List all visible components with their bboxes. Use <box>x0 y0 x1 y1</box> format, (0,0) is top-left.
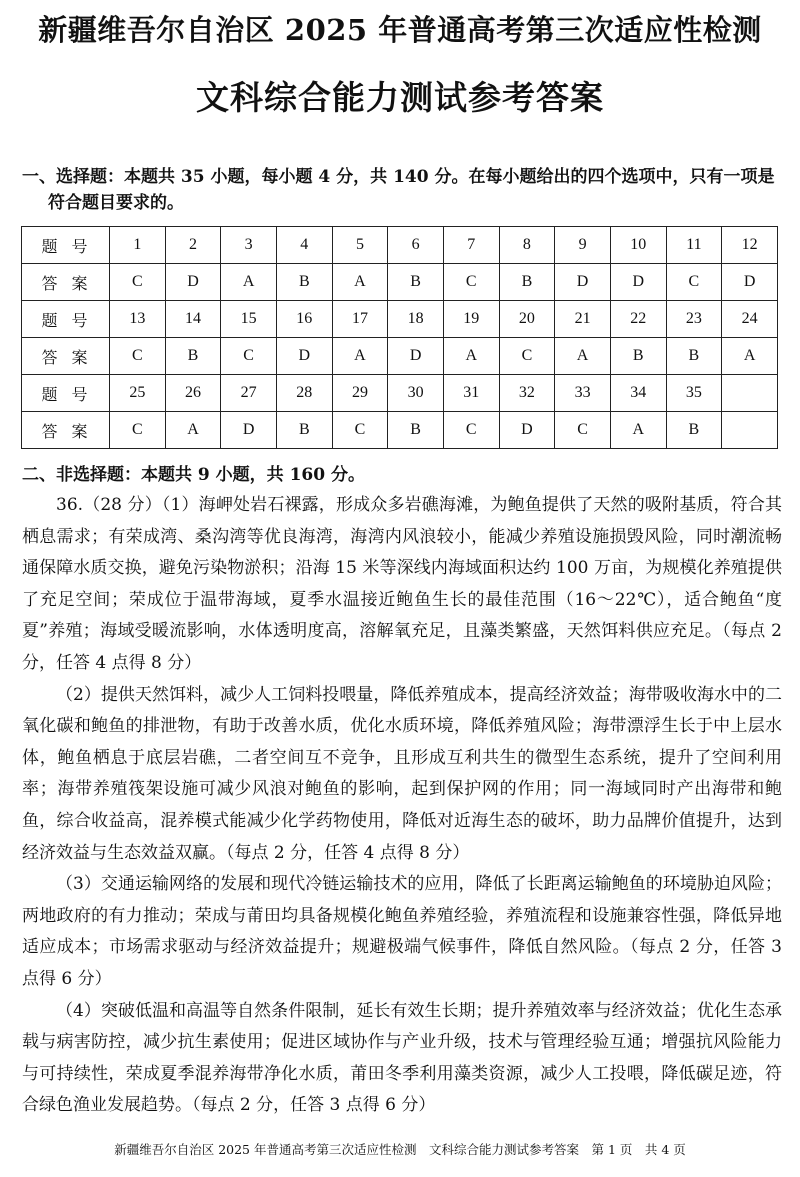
answer-cell: D <box>722 264 778 301</box>
section2-heading: 二、非选择题：本题共 9 小题，共 160 分。 <box>22 465 365 485</box>
answer-cell: B <box>165 338 221 375</box>
answer-cell: C <box>110 412 166 449</box>
question-row <box>22 375 778 412</box>
question-row <box>22 301 778 338</box>
question-row-label: 题号 <box>22 227 110 264</box>
answer-row <box>22 412 778 449</box>
question-number-cell: 20 <box>499 301 555 338</box>
answer-cell: A <box>165 412 221 449</box>
answer-cell: A <box>332 338 388 375</box>
answer-cell: B <box>388 412 444 449</box>
question-number-cell: 23 <box>666 301 722 338</box>
answer-row-label: 答案 <box>22 412 110 449</box>
answer-cell: D <box>499 412 555 449</box>
answer-row-label: 答案 <box>22 338 110 375</box>
q36-part4: （4）突破低温和高温等自然条件限制，延长有效生长期；提升养殖效率与经济效益；优化生态承载与病害防控，减少抗生素使用；促进区域协作与产业升级，技术与管理经验互通；增强抗风险能力与可持续性，荣成夏季混养海带净化水质，莆田冬季利用藻类资源，减少人工投喂，降低碳足迹，符合绿色渔业发展趋势。（每点 2 分，任答 3 点得 6 分） <box>22 1000 782 1116</box>
question-number-cell: 18 <box>388 301 444 338</box>
answer-cell: A <box>332 264 388 301</box>
question-number-cell: 16 <box>276 301 332 338</box>
answer-row-label: 答案 <box>22 264 110 301</box>
question-number-cell: 4 <box>276 227 332 264</box>
answer-cell: D <box>610 264 666 301</box>
answer-cell: B <box>666 412 722 449</box>
answer-cell: B <box>388 264 444 301</box>
question-row-label: 题号 <box>22 375 110 412</box>
answer-cell: A <box>722 338 778 375</box>
answer-cell: B <box>610 338 666 375</box>
question-number-cell: 5 <box>332 227 388 264</box>
question-number-cell: 29 <box>332 375 388 412</box>
q36-part1: 36.（28 分）（1）海岬处岩石裸露，形成众多岩礁海滩，为鲍鱼提供了天然的吸附基质，符合其栖息需求；有荣成湾、桑沟湾等优良海湾，海湾内风浪较小，能减少养殖设施损毁风险，同时潮流畅通保障水质交换，避免污染物淤积；沿海 15 米等深线内海域面积达约 100 万亩，为规模化养殖提供了充足空间；荣成位于温带海域，夏季水温接近鲍鱼生长的最佳范围（16～22℃），适合鲍鱼“度夏”养殖；海域受暖流影响，水体透明度高，溶解氧充足，且藻类繁盛，天然饵料供应充足。（每点 2 分，任答 4 点得 8 分） <box>22 495 782 673</box>
answer-cell: D <box>388 338 444 375</box>
answer-key-title: 文科综合能力测试参考答案 <box>196 78 604 117</box>
section1-heading-line2: 符合题目要求的。 <box>48 193 184 213</box>
question-number-cell: 9 <box>555 227 611 264</box>
question-number-cell: 12 <box>722 227 778 264</box>
q36-answer <box>22 490 782 1122</box>
question-number-cell <box>722 375 778 412</box>
answer-cell: A <box>443 338 499 375</box>
answer-cell: C <box>221 338 277 375</box>
answer-table <box>21 226 778 449</box>
q36-part3: （3）交通运输网络的发展和现代冷链运输技术的应用，降低了长距离运输鲍鱼的环境胁迫风险；两地政府的有力推动；荣成与莆田均具备规模化鲍鱼养殖经验，养殖流程和设施兼容性强，降低异地适应成本；市场需求驱动与经济效益提升；规避极端气候事件，降低自然风险。（每点 2 分，任答 3 点得 6 分） <box>22 874 782 989</box>
question-number-cell: 13 <box>110 301 166 338</box>
question-number-cell: 31 <box>443 375 499 412</box>
question-number-cell: 14 <box>165 301 221 338</box>
answer-cell: B <box>276 412 332 449</box>
answer-cell: C <box>110 264 166 301</box>
question-number-cell: 32 <box>499 375 555 412</box>
answer-cell: C <box>110 338 166 375</box>
answer-cell: C <box>555 412 611 449</box>
question-number-cell: 24 <box>722 301 778 338</box>
question-number-cell: 8 <box>499 227 555 264</box>
question-number-cell: 22 <box>610 301 666 338</box>
exam-title: 新疆维吾尔自治区 2025 年普通高考第三次适应性检测 <box>38 13 762 47</box>
question-number-cell: 28 <box>276 375 332 412</box>
answer-cell: C <box>499 338 555 375</box>
question-number-cell: 33 <box>555 375 611 412</box>
answer-cell: C <box>332 412 388 449</box>
question-number-cell: 1 <box>110 227 166 264</box>
question-number-cell: 27 <box>221 375 277 412</box>
answer-cell: D <box>221 412 277 449</box>
question-number-cell: 26 <box>165 375 221 412</box>
answer-cell: A <box>221 264 277 301</box>
answer-cell: B <box>666 338 722 375</box>
section1-heading-line1: 一、选择题：本题共 35 小题，每小题 4 分，共 140 分。在每小题给出的四个选项中，只有一项是 <box>22 167 775 187</box>
question-number-cell: 10 <box>610 227 666 264</box>
page-footer: 新疆维吾尔自治区 2025 年普通高考第三次适应性检测 文科综合能力测试参考答案 第 1 页 共 4 页 <box>114 1142 686 1157</box>
question-number-cell: 34 <box>610 375 666 412</box>
answer-cell <box>722 412 778 449</box>
question-number-cell: 3 <box>221 227 277 264</box>
answer-cell: D <box>555 264 611 301</box>
q36-part2: （2）提供天然饵料，减少人工饲料投喂量，降低养殖成本，提高经济效益；海带吸收海水中的二氧化碳和鲍鱼的排泄物，有助于改善水质，优化水质环境，降低养殖风险；海带漂浮生长于中上层水体，鲍鱼栖息于底层岩礁，二者空间互不竞争，且形成互利共生的微型生态系统，提升了空间利用率；海带养殖筏架设施可减少风浪对鲍鱼的影响，起到保护网的作用；同一海域同时产出海带和鲍鱼，综合收益高，混养模式能减少化学药物使用，降低对近海生态的破坏，助力品牌价值提升，达到经济效益与生态效益双赢。（每点 2 分，任答 4 点得 8 分） <box>22 684 782 863</box>
answer-cell: D <box>276 338 332 375</box>
answer-cell: A <box>610 412 666 449</box>
question-number-cell: 35 <box>666 375 722 412</box>
question-number-cell: 21 <box>555 301 611 338</box>
answer-row <box>22 264 778 301</box>
question-number-cell: 15 <box>221 301 277 338</box>
question-number-cell: 7 <box>443 227 499 264</box>
answer-cell: B <box>499 264 555 301</box>
answer-cell: A <box>555 338 611 375</box>
answer-cell: B <box>276 264 332 301</box>
question-number-cell: 25 <box>110 375 166 412</box>
answer-cell: C <box>443 264 499 301</box>
answer-cell: C <box>443 412 499 449</box>
question-row <box>22 227 778 264</box>
question-number-cell: 11 <box>666 227 722 264</box>
answer-cell: C <box>666 264 722 301</box>
question-number-cell: 17 <box>332 301 388 338</box>
answer-row <box>22 338 778 375</box>
question-number-cell: 19 <box>443 301 499 338</box>
question-number-cell: 6 <box>388 227 444 264</box>
question-number-cell: 2 <box>165 227 221 264</box>
question-number-cell: 30 <box>388 375 444 412</box>
section1-heading <box>22 164 784 216</box>
answer-cell: D <box>165 264 221 301</box>
question-row-label: 题号 <box>22 301 110 338</box>
